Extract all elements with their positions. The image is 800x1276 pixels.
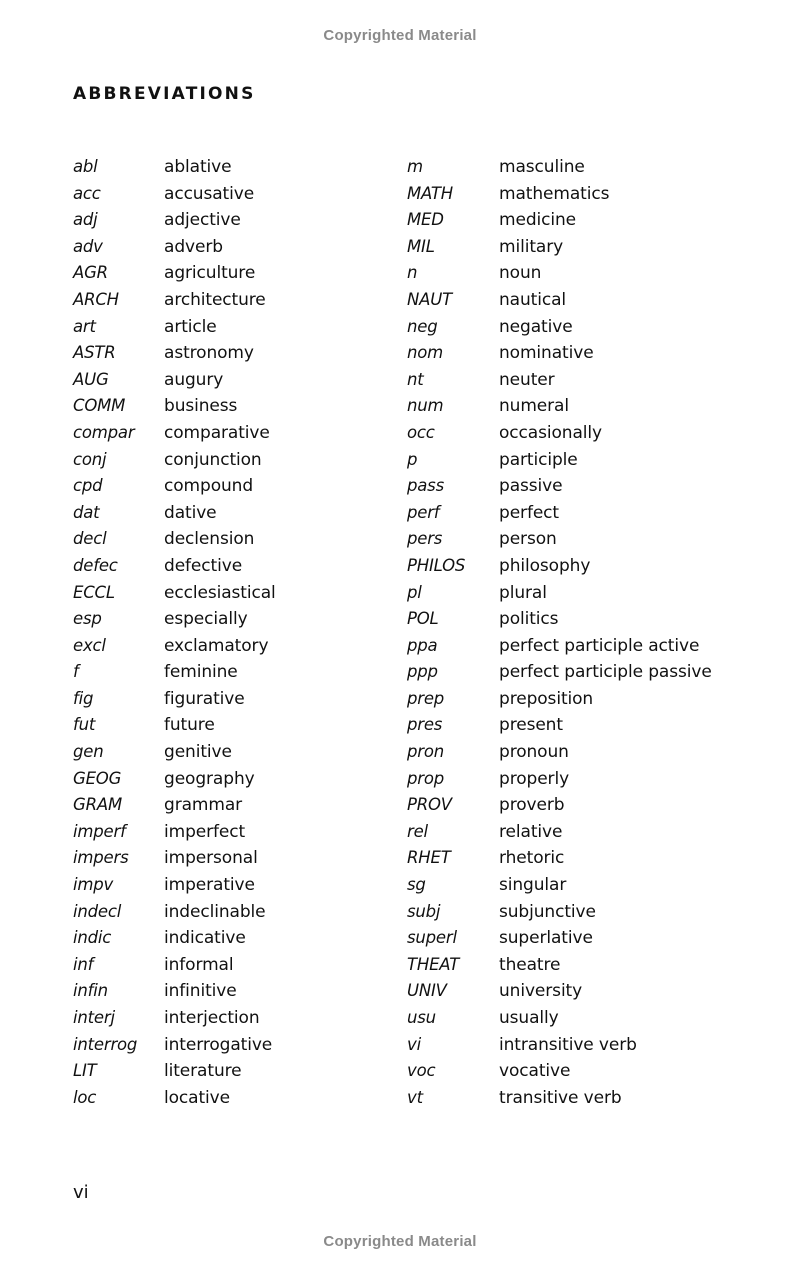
abbreviation-meaning: perfect — [499, 502, 559, 523]
abbreviation-entry — [407, 739, 712, 766]
abbreviation-entry — [73, 739, 276, 766]
abbreviation-term: compar — [73, 422, 135, 442]
abbreviation-meaning: proverb — [499, 795, 565, 816]
abbreviation-meaning: vocative — [499, 1061, 571, 1082]
abbreviation-term: defec — [73, 555, 118, 575]
abbreviation-term: ARCH — [73, 289, 119, 309]
abbreviation-term: p — [407, 449, 418, 469]
abbreviation-entry — [407, 473, 712, 500]
abbreviation-term: superl — [407, 928, 457, 948]
abbreviation-term: COMM — [73, 396, 126, 416]
abbreviation-term: art — [73, 316, 96, 336]
abbreviation-meaning: negative — [499, 316, 573, 337]
abbreviation-term: vi — [407, 1034, 421, 1054]
abbreviation-meaning: interjection — [164, 1008, 260, 1028]
abbreviation-term: m — [407, 157, 423, 176]
abbreviation-meaning: future — [164, 715, 215, 736]
abbreviation-entry — [73, 553, 276, 580]
abbreviation-meaning: accusative — [164, 183, 255, 204]
abbreviation-entry — [73, 845, 276, 872]
abbreviation-term: ASTR — [73, 343, 116, 363]
abbreviation-term: vt — [407, 1087, 423, 1107]
abbreviations-left-column — [73, 154, 276, 1111]
abbreviation-term: impers — [73, 848, 129, 868]
abbreviation-meaning: defective — [164, 555, 243, 576]
abbreviation-entry — [73, 606, 276, 633]
abbreviation-entry — [407, 207, 712, 234]
abbreviation-entry — [407, 1005, 712, 1032]
abbreviation-meaning: neuter — [499, 369, 555, 390]
abbreviation-entry — [73, 952, 276, 979]
abbreviation-meaning: article — [164, 316, 217, 337]
abbreviation-entry — [73, 1005, 276, 1032]
abbreviation-entry — [73, 1085, 276, 1112]
abbreviation-entry — [73, 367, 276, 394]
abbreviation-term: pres — [407, 715, 443, 735]
abbreviation-entry — [407, 766, 712, 793]
abbreviation-term: MED — [407, 210, 444, 230]
abbreviation-term: conj — [73, 449, 107, 469]
abbreviation-term: neg — [407, 316, 438, 336]
abbreviation-entry — [73, 686, 276, 713]
abbreviation-meaning: informal — [164, 954, 234, 975]
abbreviation-term: ppp — [407, 662, 438, 682]
abbreviation-term: rel — [407, 821, 428, 841]
abbreviation-meaning: theatre — [499, 954, 561, 975]
abbreviation-entry — [407, 899, 712, 926]
abbreviation-meaning: indicative — [164, 928, 246, 949]
abbreviation-entry — [407, 580, 712, 607]
abbreviation-meaning: imperative — [164, 875, 255, 896]
abbreviation-meaning: rhetoric — [499, 848, 565, 869]
abbreviation-term: GRAM — [73, 795, 122, 815]
page-number: vi — [73, 1182, 89, 1203]
abbreviation-meaning: ecclesiastical — [164, 582, 276, 603]
abbreviation-meaning: exclamatory — [164, 635, 269, 656]
abbreviation-entry — [407, 314, 712, 341]
abbreviation-entry — [73, 314, 276, 341]
abbreviation-entry — [73, 420, 276, 447]
abbreviation-meaning: perfect participle passive — [499, 662, 712, 683]
abbreviation-meaning: intransitive verb — [499, 1034, 637, 1055]
abbreviation-term: imperf — [73, 821, 126, 841]
abbreviation-entry — [407, 1032, 712, 1059]
abbreviation-meaning: noun — [499, 263, 542, 284]
abbreviation-entry — [407, 712, 712, 739]
abbreviation-meaning: philosophy — [499, 555, 591, 576]
abbreviation-term: ECCL — [73, 582, 115, 602]
abbreviation-meaning: locative — [164, 1087, 230, 1108]
abbreviation-entry — [73, 393, 276, 420]
abbreviation-term: perf — [407, 502, 440, 522]
abbreviation-term: decl — [73, 529, 107, 549]
abbreviation-entry — [73, 234, 276, 261]
abbreviation-term: pron — [407, 742, 445, 762]
abbreviation-term: esp — [73, 609, 102, 629]
abbreviation-meaning: passive — [499, 476, 563, 497]
abbreviation-meaning: compound — [164, 476, 254, 497]
abbreviation-meaning: properly — [499, 768, 570, 789]
abbreviation-entry — [407, 447, 712, 474]
abbreviation-entry — [407, 606, 712, 633]
abbreviation-meaning: indeclinable — [164, 901, 266, 922]
abbreviation-meaning: especially — [164, 609, 248, 630]
abbreviation-entry — [73, 1032, 276, 1059]
abbreviation-term: subj — [407, 901, 441, 921]
abbreviation-entry — [73, 1058, 276, 1085]
abbreviation-term: acc — [73, 183, 101, 203]
abbreviation-entry — [73, 978, 276, 1005]
abbreviation-meaning: plural — [499, 582, 547, 603]
abbreviation-entry — [407, 154, 712, 181]
abbreviation-meaning: military — [499, 236, 564, 257]
abbreviation-term: infin — [73, 981, 108, 1001]
abbreviation-meaning: adverb — [164, 236, 223, 257]
abbreviation-meaning: interrogative — [164, 1034, 273, 1055]
abbreviation-meaning: business — [164, 396, 238, 417]
abbreviation-term: occ — [407, 422, 435, 442]
abbreviation-entry — [407, 633, 712, 660]
abbreviation-entry — [407, 181, 712, 208]
abbreviation-meaning: politics — [499, 609, 559, 630]
abbreviation-meaning: augury — [164, 369, 224, 390]
abbreviation-term: usu — [407, 1008, 436, 1027]
abbreviation-entry — [73, 473, 276, 500]
abbreviation-term: gen — [73, 742, 104, 762]
abbreviation-entry — [407, 872, 712, 899]
abbreviation-meaning: masculine — [499, 157, 585, 177]
abbreviation-entry — [407, 260, 712, 287]
abbreviation-meaning: astronomy — [164, 343, 254, 364]
abbreviation-term: voc — [407, 1061, 436, 1081]
abbreviation-term: LIT — [73, 1061, 97, 1081]
abbreviation-term: nt — [407, 369, 424, 389]
abbreviation-entry — [407, 686, 712, 713]
abbreviation-meaning: pronoun — [499, 742, 569, 763]
abbreviation-meaning: perfect participle active — [499, 635, 700, 656]
abbreviation-meaning: geography — [164, 768, 255, 789]
abbreviation-term: fut — [73, 715, 96, 735]
abbreviation-meaning: participle — [499, 449, 578, 470]
abbreviation-entry — [407, 553, 712, 580]
abbreviation-entry — [407, 526, 712, 553]
abbreviation-term: excl — [73, 635, 106, 655]
abbreviation-entry — [407, 340, 712, 367]
abbreviation-entry — [73, 340, 276, 367]
abbreviation-meaning: figurative — [164, 688, 245, 709]
abbreviation-entry — [73, 181, 276, 208]
abbreviation-term: interj — [73, 1008, 115, 1027]
abbreviation-entry — [73, 899, 276, 926]
abbreviation-term: AUG — [73, 369, 109, 389]
abbreviation-meaning: agriculture — [164, 263, 256, 284]
abbreviation-entry — [407, 1085, 712, 1112]
abbreviation-entry — [407, 819, 712, 846]
abbreviation-entry — [73, 500, 276, 527]
abbreviation-term: indic — [73, 928, 112, 948]
abbreviation-meaning: nominative — [499, 343, 594, 364]
abbreviation-term: pl — [407, 582, 422, 602]
abbreviation-term: abl — [73, 157, 98, 176]
abbreviation-entry — [73, 154, 276, 181]
abbreviation-term: ppa — [407, 635, 438, 655]
abbreviation-meaning: impersonal — [164, 848, 258, 869]
abbreviation-entry — [407, 367, 712, 394]
abbreviation-entry — [407, 978, 712, 1005]
abbreviation-entry — [73, 712, 276, 739]
abbreviation-meaning: subjunctive — [499, 901, 596, 922]
abbreviation-meaning: relative — [499, 821, 563, 842]
abbreviation-term: dat — [73, 502, 100, 522]
abbreviation-entry — [407, 845, 712, 872]
abbreviation-term: prop — [407, 768, 445, 788]
abbreviation-meaning: transitive verb — [499, 1087, 622, 1108]
abbreviation-term: fig — [73, 688, 94, 708]
abbreviation-meaning: literature — [164, 1061, 242, 1082]
abbreviation-meaning: singular — [499, 875, 567, 896]
abbreviation-meaning: mathematics — [499, 183, 610, 204]
abbreviation-term: pers — [407, 529, 443, 549]
abbreviation-entry — [73, 287, 276, 314]
abbreviation-term: cpd — [73, 476, 103, 496]
abbreviation-entry — [407, 952, 712, 979]
abbreviation-entry — [73, 792, 276, 819]
abbreviation-meaning: adjective — [164, 210, 241, 231]
abbreviation-meaning: medicine — [499, 210, 577, 231]
abbreviation-meaning: imperfect — [164, 821, 246, 842]
copyright-watermark-bottom: Copyrighted Material — [323, 1233, 477, 1250]
abbreviation-term: nom — [407, 343, 444, 363]
abbreviation-meaning: preposition — [499, 688, 594, 709]
abbreviation-term: POL — [407, 609, 439, 629]
abbreviation-meaning: usually — [499, 1008, 559, 1028]
abbreviation-meaning: dative — [164, 502, 217, 523]
abbreviation-term: GEOG — [73, 768, 122, 788]
abbreviation-term: AGR — [73, 263, 108, 283]
abbreviation-meaning: architecture — [164, 289, 266, 310]
abbreviation-term: pass — [407, 476, 444, 496]
abbreviation-term: sg — [407, 875, 426, 895]
abbreviation-entry — [73, 659, 276, 686]
abbreviation-entry — [407, 420, 712, 447]
abbreviation-term: prep — [407, 688, 445, 708]
abbreviation-entry — [73, 580, 276, 607]
abbreviation-meaning: conjunction — [164, 449, 262, 470]
abbreviation-term: MATH — [407, 183, 454, 203]
abbreviation-meaning: university — [499, 981, 583, 1002]
page-title: ABBREVIATIONS — [73, 84, 256, 104]
abbreviation-entry — [73, 447, 276, 474]
abbreviation-term: PROV — [407, 795, 452, 815]
abbreviation-entry — [73, 633, 276, 660]
abbreviation-term: NAUT — [407, 289, 452, 309]
abbreviation-entry — [73, 526, 276, 553]
abbreviation-entry — [73, 819, 276, 846]
abbreviation-term: THEAT — [407, 954, 460, 974]
abbreviation-term: UNIV — [407, 981, 447, 1001]
abbreviation-meaning: occasionally — [499, 422, 602, 443]
abbreviation-entry — [73, 872, 276, 899]
abbreviation-term: inf — [73, 954, 94, 974]
abbreviation-meaning: nautical — [499, 289, 567, 310]
abbreviations-right-column — [407, 154, 712, 1111]
abbreviation-meaning: infinitive — [164, 981, 237, 1002]
abbreviation-entry — [407, 287, 712, 314]
abbreviation-term: adj — [73, 210, 98, 230]
abbreviation-meaning: person — [499, 529, 557, 550]
abbreviation-entry — [407, 234, 712, 261]
abbreviation-entry — [407, 500, 712, 527]
abbreviation-term: indecl — [73, 901, 122, 921]
abbreviation-entry — [407, 1058, 712, 1085]
abbreviation-term: num — [407, 396, 444, 416]
abbreviation-meaning: feminine — [164, 662, 238, 683]
abbreviation-entry — [407, 792, 712, 819]
abbreviation-term: f — [73, 662, 79, 682]
abbreviation-entry — [73, 207, 276, 234]
abbreviation-meaning: ablative — [164, 157, 232, 177]
abbreviation-entry — [407, 659, 712, 686]
abbreviation-meaning: superlative — [499, 928, 593, 949]
abbreviation-term: n — [407, 263, 418, 283]
abbreviation-entry — [407, 393, 712, 420]
abbreviation-term: interrog — [73, 1034, 138, 1054]
abbreviation-entry — [73, 766, 276, 793]
abbreviation-meaning: grammar — [164, 795, 243, 816]
abbreviation-term: loc — [73, 1087, 97, 1107]
copyright-watermark-top: Copyrighted Material — [323, 27, 477, 44]
abbreviation-meaning: comparative — [164, 422, 270, 443]
abbreviation-term: impv — [73, 875, 114, 895]
abbreviation-entry — [73, 260, 276, 287]
abbreviation-term: RHET — [407, 848, 451, 868]
abbreviation-meaning: declension — [164, 529, 255, 550]
abbreviation-term: PHILOS — [407, 555, 466, 575]
abbreviation-term: adv — [73, 236, 103, 256]
abbreviation-term: MIL — [407, 236, 435, 256]
abbreviation-entry — [73, 925, 276, 952]
abbreviation-meaning: genitive — [164, 742, 232, 763]
abbreviation-meaning: present — [499, 715, 563, 736]
abbreviation-entry — [407, 925, 712, 952]
abbreviation-meaning: numeral — [499, 396, 569, 417]
